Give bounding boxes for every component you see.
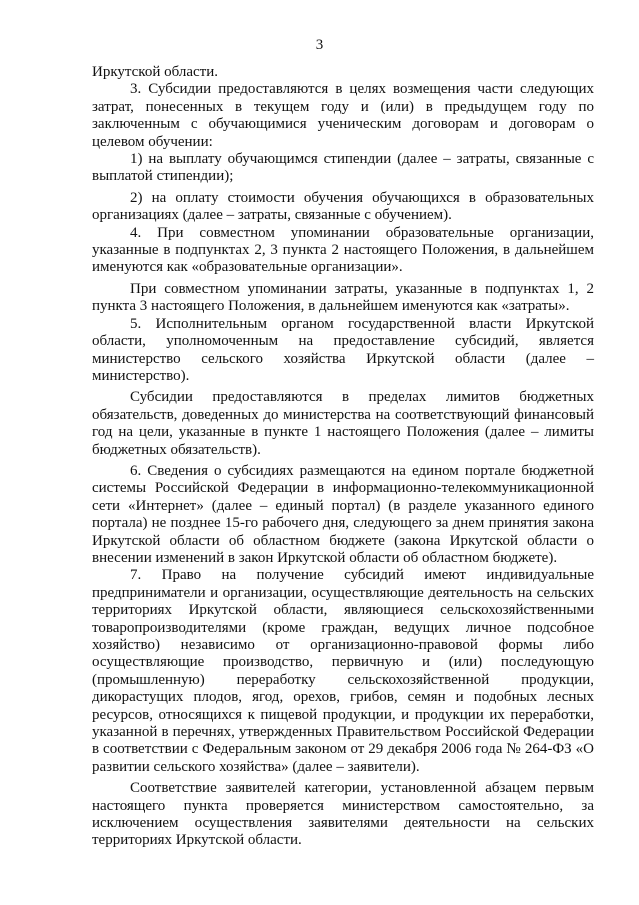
document-body <box>92 64 594 850</box>
paragraph-continuation: Иркутской области. <box>92 64 218 80</box>
paragraph-item-7: 7. Право на получение субсидий имеют индивидуальные предприниматели и организации, осуществляющие деятельность на сельских территориях Иркутской области, являющиеся сельскохозяйственными товаропроизводителями (кроме граждан, ведущих личное подсобное хозяйство) независимо от организационно-правовой формы либо осуществляющие производство, первичную и (или) последующую (промышленную) переработку сельскохозяйственной продукции, дикорастущих плодов, ягод, орехов, грибов, семян и подобных лесных ресурсов, относящихся к пищевой продукции, и продукции их переработки, указанной в перечнях, утвержденных Правительством Российской Федерации в соответствии с Федеральным законом от 29 декабря 2006 года № 264-ФЗ «О развитии сельского хозяйства» (далее – заявители). <box>92 567 594 775</box>
paragraph-item-4: 4. При совместном упоминании образовательные организации, указанные в подпунктах 2, 3 пункта 2 настоящего Положения, в дальнейшем именуются как «образовательные организации». <box>92 224 594 276</box>
paragraph-item-5: 5. Исполнительным органом государственной власти Иркутской области, уполномоченным на предоставление субсидий, является министерство сельского хозяйства Иркутской области (далее – министерство). <box>92 315 594 384</box>
paragraph-item-3: 3. Субсидии предоставляются в целях возмещения части следующих затрат, понесенных в текущем году и (или) в предыдущем году по заключенным с обучающимися ученическим договорам и договорам о целевом обучении: <box>92 81 594 150</box>
paragraph-item-5-limits: Субсидии предоставляются в пределах лимитов бюджетных обязательств, доведенных до министерства на соответствующий финансовый год на цели, указанные в пункте 1 настоящего Положения (далее – лимиты бюджетных обязательств). <box>92 389 594 458</box>
paragraph-item-7-compliance: Соответствие заявителей категории, установленной абзацем первым настоящего пункта проверяется министерством самостоятельно, за исключением осуществления заявителями деятельности на сельских территориях Иркутской области. <box>92 780 594 849</box>
paragraph-item-6: 6. Сведения о субсидиях размещаются на едином портале бюджетной системы Российской Федерации в информационно-телекоммуникационной сети «Интернет» (далее – единый портал) (в разделе указанного единого портала) не позднее 15-го рабочего дня, следующего за днем принятия закона Иркутской области об областном бюджете (закона Иркутской области о внесении изменений в закон Иркутской области об областном бюджете). <box>92 462 594 566</box>
paragraph-item-4-costs: При совместном упоминании затраты, указанные в подпунктах 1, 2 пункта 3 настоящего Положения, в дальнейшем именуются как «затраты». <box>92 280 594 315</box>
paragraph-subitem-1: 1) на выплату обучающимся стипендии (далее – затраты, связанные с выплатой стипендии); <box>92 151 594 185</box>
page-number: 3 <box>315 37 324 53</box>
paragraph-subitem-2: 2) на оплату стоимости обучения обучающихся в образовательных организациях (далее – затраты, связанные с обучением). <box>92 189 594 224</box>
